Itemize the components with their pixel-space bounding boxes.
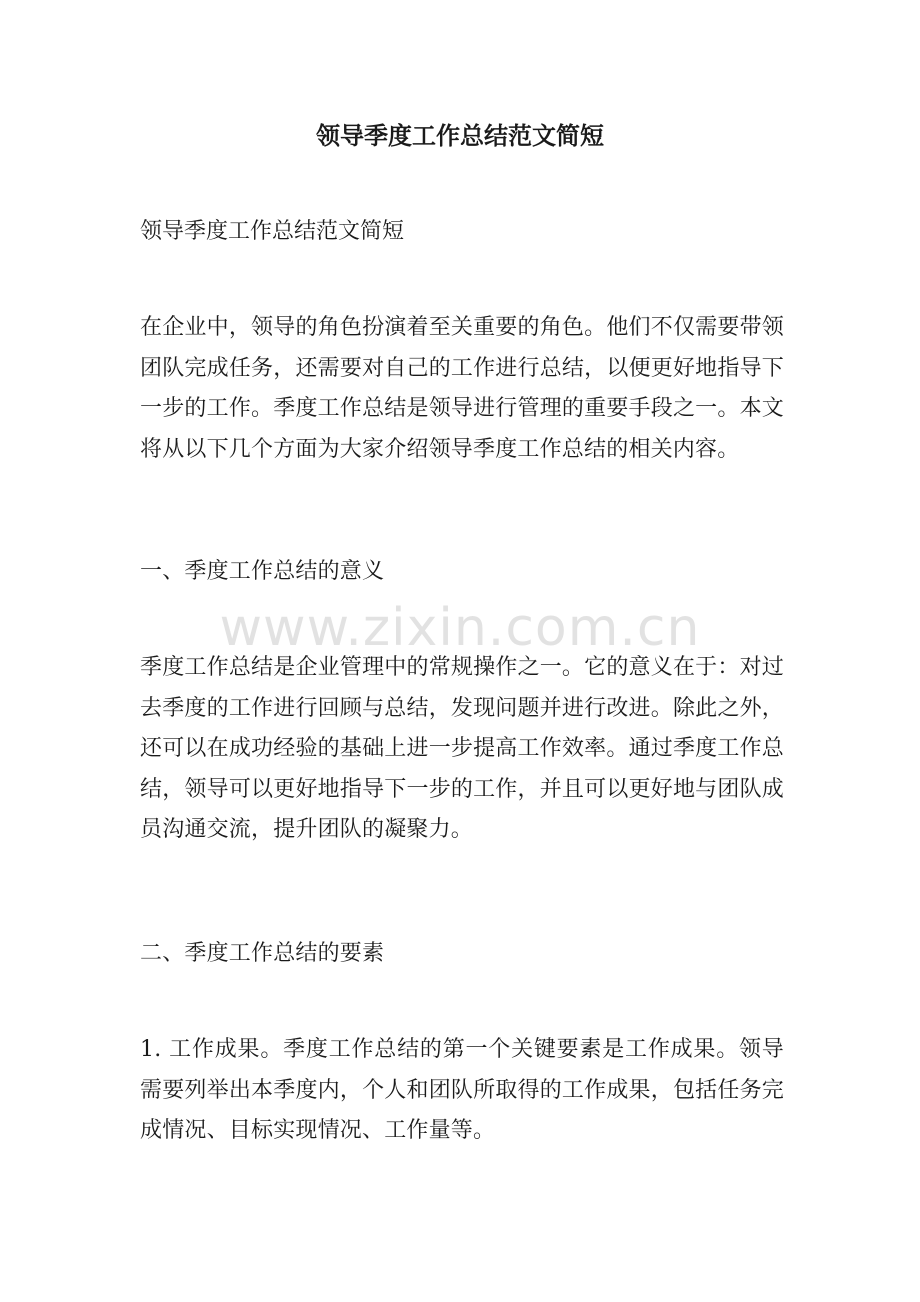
section-heading-2: 二、季度工作总结的要素 bbox=[140, 941, 385, 966]
section-heading-1: 一、季度工作总结的意义 bbox=[140, 559, 385, 584]
intro-paragraph: 在企业中，领导的角色扮演着至关重要的角色。他们不仅需要带领团队完成任务，还需要对自己的工作进行总结，以便更好地指导下一步的工作。季度工作总结是领导进行管理的重要手段之一。本文将从以下几个方面为大家介绍领导季度工作总结的相关内容。 bbox=[140, 315, 784, 462]
watermark: www.zixin.com.cn bbox=[219, 598, 701, 658]
document-title: 领导季度工作总结范文简短 bbox=[316, 121, 604, 150]
section-2-item-1: 1. 工作成果。季度工作总结的第一个关键要素是工作成果。领导需要列举出本季度内，个人和团队所取得的工作成果，包括任务完成情况、目标实现情况、工作量等。 bbox=[140, 1037, 784, 1143]
section-1-paragraph: 季度工作总结是企业管理中的常规操作之一。它的意义在于：对过去季度的工作进行回顾与总结，发现问题并进行改进。除此之外，还可以在成功经验的基础上进一步提高工作效率。通过季度工作总结，领导可以更好地指导下一步的工作，并且可以更好地与团队成员沟通交流，提升团队的凝聚力。 bbox=[140, 655, 784, 842]
document-subtitle: 领导季度工作总结范文简短 bbox=[140, 219, 405, 244]
